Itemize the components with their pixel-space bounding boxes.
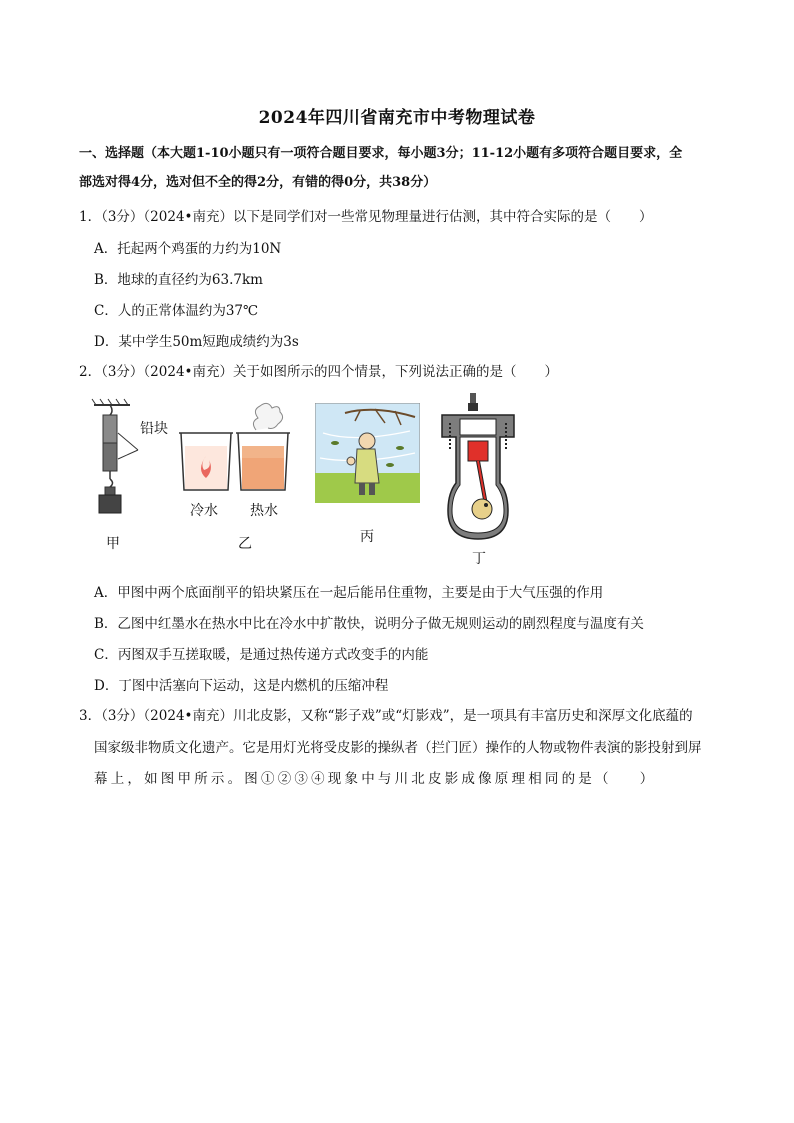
question-3-line-3 [94,767,656,787]
question-3-line-3-end: ） [639,771,657,787]
question-3-line-1: 3．（3分）（2024•南充）川北皮影，又称“影子戏”或“灯影戏”，是一项具有丰富历史和深厚文化底蕴的 [79,708,693,724]
question-3-line-3-text: 幕上，如图甲所示。图①②③④现象中与川北皮影成像原理相同的是（ [94,771,612,787]
figure-label-yi: 乙 [238,536,252,552]
section-heading [79,139,719,197]
figure-bing-rubbing-hands [315,403,420,503]
question-1-stem-text: 1．（3分）（2024•南充）以下是同学们对一些常见物理量进行估测，其中符合实际的是（ [79,209,611,225]
question-2-option-a: A．甲图中两个底面削平的铅块紧压在一起后能吊住重物，主要是由于大气压强的作用 [94,585,604,601]
figure-yi-beakers [176,398,291,498]
question-1-option-b: B．地球的直径约为63.7km [94,272,263,288]
question-1-stem-end: ） [639,209,653,225]
question-1-option-a: A．托起两个鸡蛋的力约为10N [94,241,282,257]
question-2-option-b: B．乙图中红墨水在热水中比在冷水中扩散快，说明分子做无规则运动的剧烈程度与温度有关 [94,616,644,632]
question-1-option-d: D．某中学生50m短跑成绩约为3s [94,334,299,350]
figure-label-lead: 铅块 [140,421,168,437]
figure-label-ding: 丁 [472,551,486,567]
section-heading-line-2: 部选对得4分，选对但不全的得2分，有错的得0分，共38分） [79,175,437,190]
figure-label-bing: 丙 [360,529,374,545]
question-2-option-d: D．丁图中活塞向下运动，这是内燃机的压缩冲程 [94,678,389,694]
question-3-line-2: 国家级非物质文化遗产。它是用灯光将受皮影的操纵者（拦门匠）操作的人物或物件表演的影投射到屏 [94,740,702,756]
figure-label-cold: 冷水 [190,503,218,519]
question-2-option-c: C．丙图双手互搓取暖，是通过热传递方式改变手的内能 [94,647,429,663]
section-heading-line-1: 一、选择题（本大题1-10小题只有一项符合题目要求，每小题3分；11-12小题有多项符合题目要求，全 [79,146,683,161]
page-title: 2024年四川省南充市中考物理试卷 [258,108,536,128]
question-1-stem [79,205,653,225]
figure-label-jia: 甲 [106,536,120,552]
question-2-stem-end: ） [544,364,558,380]
question-2-stem [79,360,558,380]
question-2-figures [88,393,648,573]
question-2-stem-text: 2．（3分）（2024•南充）关于如图所示的四个情景，下列说法正确的是（ [79,364,517,380]
figure-label-hot: 热水 [250,503,278,519]
question-1-option-c: C．人的正常体温约为37℃ [94,303,259,319]
figure-ding-engine [438,393,518,543]
figure-jia-lead-blocks [88,393,178,543]
